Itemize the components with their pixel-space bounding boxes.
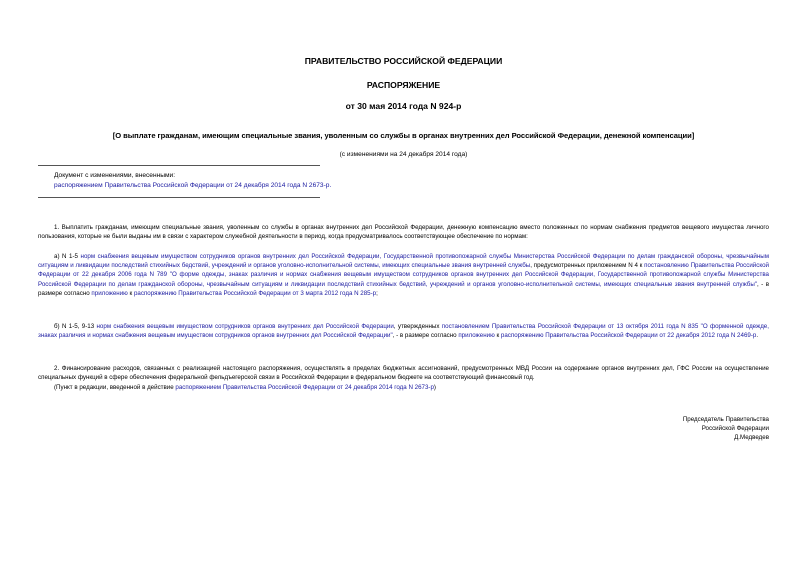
signature-block (683, 415, 769, 443)
pa-text-4: к (127, 289, 134, 297)
signature-name: Д.Медведев (734, 434, 769, 442)
pa-link-decree-789[interactable]: постановлению Правительства Российской Федерации от 22 декабря 2006 года N 789 "О форме одежды, знаках различия и нормах снабжения вещевым имуществом сотрудников органов внутренних дел Российской Федерации, Государственной противопожарной службы Министерства Российской Федерации по делам гражданской обороны, чрезвычайным ситуациям и ликвидации последствий стихийных бедствий, учреждений и органов уголовно-исполнительной системы, имеющих специальные звания внутренней службы" (38, 262, 769, 288)
paragraph-b (38, 322, 769, 340)
pb-link-norms[interactable]: норм снабжения вещевым имуществом сотрудников органов внутренних дел Российской Федерации (96, 323, 394, 330)
paragraph-a (38, 252, 769, 298)
p2-note-text-2: ) (433, 384, 436, 391)
pb-text-2: , утвержденных (393, 323, 442, 330)
paragraph-2: 2. Финансирование расходов, связанных с реализацией настоящего распоряжения, осуществлять в пределах бюджетных ассигнований, предусмотренных МВД России на содержание органов внутренних дел, ГФС России на осуществление специальных функций в сфере обеспечения федеральной фельдъегерской связи в Российской Федерации в федеральном бюджете на соответствующий финансовый год. (38, 365, 769, 382)
pb-link-order-2469[interactable]: распоряжению Правительства Российской Федерации от 22 декабря 2012 года N 2469-р (500, 332, 757, 340)
pb-text-1: б) N 1-5, 9-13 (54, 323, 97, 330)
document-date-number: от 30 мая 2014 года N 924-р (345, 101, 462, 111)
pb-link-appendix[interactable]: приложению (458, 332, 495, 340)
pa-link-order-285[interactable]: распоряжению Правительства Российской Федерации от 3 марта 2012 года N 285-р (133, 289, 377, 297)
government-heading: ПРАВИТЕЛЬСТВО РОССИЙСКОЙ ФЕДЕРАЦИИ (304, 56, 503, 66)
p2-note-text-1: (Пункт в редакции, введенной в действие (54, 384, 176, 391)
pa-text-3: , - в размере согласно (38, 280, 769, 297)
pa-text-1: а) N 1-5 (54, 253, 81, 260)
pb-link-decree-835[interactable]: постановлением Правительства Российской Федерации от 13 октября 2011 года N 835 "О форменной одежде, знаках различия и нормах снабжения вещевым имуществом сотрудников органов внутренних дел Российской Федерации" (38, 323, 769, 340)
pb-text-5: . (756, 332, 759, 340)
pa-text-2: , предусмотренных приложением N 4 к (530, 262, 645, 270)
changes-note: (с изменениями на 24 декабря 2014 года) (339, 151, 468, 158)
paragraph-2-note (54, 383, 769, 392)
amend-link[interactable]: распоряжением Правительства Российской Федерации от 24 декабря 2014 года N 2673-р. (54, 182, 332, 189)
document-type: РАСПОРЯЖЕНИЕ (366, 80, 441, 90)
pa-link-appendix[interactable]: приложению (91, 289, 128, 297)
amend-bottom-rule (38, 197, 320, 198)
pa-link-norms[interactable]: норм снабжения вещевым имуществом сотрудников органов внутренних дел Российской Федерации, Государственной противопожарной службы Министерства Российской Федерации по делам гражданской обороны, чрезвычайным ситуациям и ликвидации последствий стихийных бедствий, учреждений и органов уголовно-исполнительной системы, имеющих специальные звания внутренней службы (38, 253, 769, 270)
signature-country: Российской Федерации (701, 425, 769, 433)
amend-intro: Документ с изменениями, внесенными: (54, 172, 176, 179)
amend-top-rule (38, 165, 320, 166)
signature-title: Председатель Правительства (682, 416, 769, 423)
pb-text-3: , - в размере согласно (392, 332, 459, 340)
pa-text-5: ; (376, 289, 378, 297)
pb-text-4: к (494, 332, 501, 340)
p2-note-link[interactable]: распоряжением Правительства Российской Федерации от 24 декабря 2014 года N 2673-р (175, 384, 434, 391)
document-title: [О выплате гражданам, имеющим специальные звания, уволенным со службы в органах внутренних дел Российской Федерации, денежной компенсации] (112, 131, 695, 140)
paragraph-1: 1. Выплатить гражданам, имеющим специальные звания, уволенным со службы в органах внутренних дел Российской Федерации, денежную компенсацию вместо положенных по нормам снабжения предметов вещевого имущества личного пользования, которые не были выданы им в связи с характером служебной деятельности в период, когда предусматривалось соответствующее обеспечение по нормам: (38, 224, 769, 241)
